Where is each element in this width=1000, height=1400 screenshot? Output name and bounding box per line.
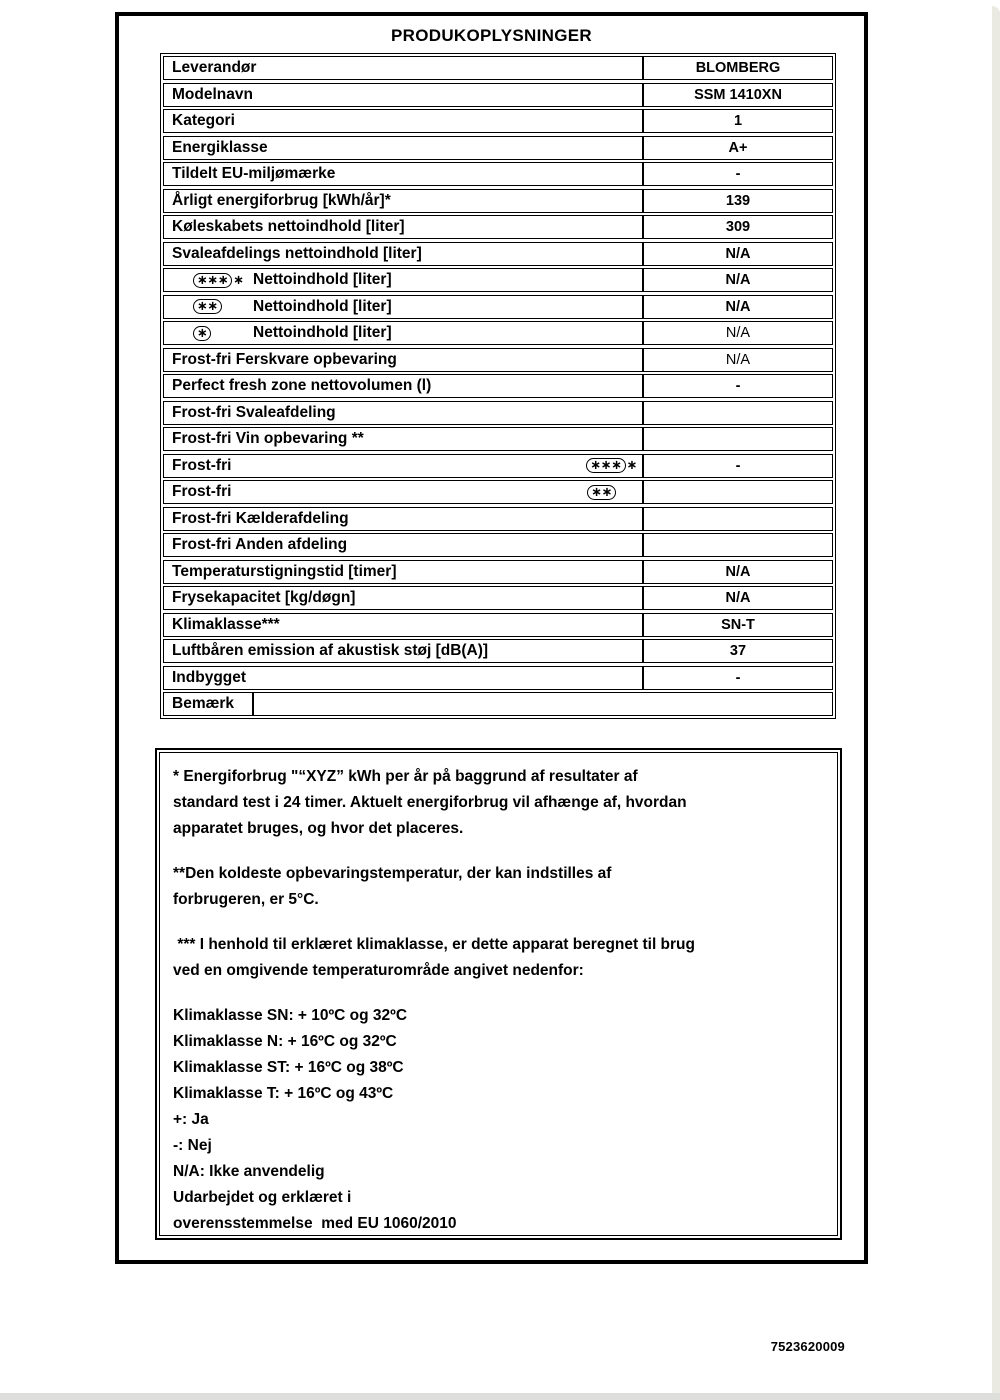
table-row bbox=[163, 613, 833, 637]
note-line: apparatet bruges, og hvor det placeres. bbox=[173, 820, 464, 837]
spec-label: Frost-fri bbox=[172, 456, 232, 474]
spec-label-cell bbox=[164, 667, 642, 689]
note-line: Klimaklasse SN: + 10ºC og 32ºC bbox=[173, 1007, 408, 1024]
note-line: forbrugeren, er 5°C. bbox=[173, 891, 319, 908]
spec-label-cell bbox=[164, 375, 642, 397]
spec-label-cell bbox=[164, 561, 642, 583]
star-symbol-slot bbox=[193, 326, 248, 341]
page-edge-right bbox=[992, 6, 1000, 1400]
spec-value: SN-T bbox=[642, 614, 832, 636]
table-row bbox=[163, 454, 833, 478]
star-glyph: ∗ bbox=[207, 299, 218, 314]
spec-label: Kategori bbox=[172, 112, 235, 129]
spec-value: - bbox=[642, 163, 832, 185]
star-glyph: ∗ bbox=[590, 458, 601, 473]
table-row bbox=[163, 189, 833, 213]
spec-label: Leverandør bbox=[172, 59, 257, 76]
spec-label-cell bbox=[164, 614, 642, 636]
table-row bbox=[163, 560, 833, 584]
spec-label: Nettoindhold [liter] bbox=[253, 324, 392, 341]
note-line: overensstemmelse med EU 1060/2010 bbox=[173, 1215, 457, 1232]
table-row bbox=[163, 586, 833, 610]
table-row bbox=[163, 56, 833, 80]
spec-label: Modelnavn bbox=[172, 85, 253, 103]
note-line bbox=[173, 842, 825, 861]
table-row bbox=[163, 639, 833, 663]
note-line: -: Nej bbox=[173, 1137, 212, 1154]
spec-value: A+ bbox=[642, 137, 832, 159]
product-info-sheet bbox=[115, 12, 868, 1264]
note-line: +: Ja bbox=[173, 1111, 209, 1128]
star-box bbox=[193, 326, 211, 341]
star-glyph: ∗ bbox=[207, 272, 218, 288]
freezer-star-rating-icon bbox=[587, 485, 616, 500]
spec-label: Energiklasse bbox=[172, 138, 268, 156]
spec-value bbox=[642, 481, 832, 503]
freezer-star-rating-icon bbox=[193, 299, 222, 314]
star-glyph: ∗ bbox=[591, 484, 602, 500]
spec-value: - bbox=[642, 375, 832, 397]
spec-label-cell bbox=[164, 349, 642, 371]
note-line: *** I henhold til erklæret klimaklasse, er dette apparat beregnet til brug bbox=[173, 936, 695, 953]
spec-label: Perfect fresh zone nettovolumen (l) bbox=[172, 377, 432, 394]
spec-label: Luftbåren emission af akustisk støj [dB(A)] bbox=[172, 642, 489, 659]
table-row bbox=[163, 374, 833, 398]
spec-value: 309 bbox=[642, 216, 832, 238]
spec-label-cell bbox=[164, 402, 642, 424]
spec-label: Frost-fri Svaleafdeling bbox=[172, 403, 336, 421]
spec-label-cell bbox=[164, 163, 642, 185]
page-edge-bottom bbox=[0, 1393, 1000, 1400]
spec-label-cell bbox=[164, 455, 642, 477]
table-row bbox=[163, 401, 833, 425]
star-box bbox=[193, 273, 232, 288]
spec-value: N/A bbox=[642, 587, 832, 609]
spec-value: - bbox=[642, 667, 832, 689]
spec-label: Indbygget bbox=[172, 668, 247, 686]
spec-value bbox=[642, 508, 832, 530]
spec-label: Frost-fri Kælderafdeling bbox=[172, 509, 349, 527]
star-symbol-slot bbox=[193, 273, 248, 288]
spec-value: N/A bbox=[642, 349, 832, 371]
spec-label: Årligt energiforbrug [kWh/år]* bbox=[172, 191, 391, 209]
spec-value: N/A bbox=[642, 322, 832, 344]
table-row bbox=[163, 507, 833, 531]
table-row bbox=[163, 109, 833, 133]
star-glyph: ∗ bbox=[217, 272, 229, 288]
note-line: standard test i 24 timer. Aktuelt energiforbrug vil afhænge af, hvordan bbox=[173, 794, 687, 811]
spec-label: Temperaturstigningstid [timer] bbox=[172, 562, 397, 580]
star-glyph: ∗ bbox=[197, 325, 208, 341]
table-row bbox=[163, 427, 833, 451]
spec-value bbox=[642, 402, 832, 424]
table-row bbox=[163, 215, 833, 239]
spec-label-cell bbox=[164, 428, 642, 450]
notes-box bbox=[155, 748, 842, 1240]
spec-value: N/A bbox=[642, 296, 832, 318]
table-row-remark bbox=[163, 692, 833, 716]
table-row bbox=[163, 162, 833, 186]
spec-label-cell bbox=[164, 190, 642, 212]
spec-value bbox=[642, 428, 832, 450]
spec-label-cell bbox=[164, 137, 642, 159]
freezer-star-rating-icon bbox=[193, 273, 244, 288]
spec-label-cell bbox=[164, 216, 642, 238]
star-glyph: ∗ bbox=[626, 458, 637, 473]
freezer-star-rating-icon bbox=[193, 326, 211, 341]
note-line: N/A: Ikke anvendelig bbox=[173, 1163, 325, 1180]
spec-table bbox=[160, 53, 836, 719]
table-row bbox=[163, 83, 833, 107]
spec-value: N/A bbox=[642, 243, 832, 265]
spec-label-cell bbox=[164, 481, 642, 503]
star-box bbox=[587, 485, 616, 500]
table-row bbox=[163, 321, 833, 345]
note-line: Klimaklasse ST: + 16ºC og 38ºC bbox=[173, 1059, 404, 1076]
notes-text bbox=[159, 752, 838, 1236]
star-box bbox=[193, 299, 222, 314]
spec-label-cell bbox=[164, 587, 642, 609]
spec-label-cell bbox=[164, 110, 642, 132]
spec-value: 1 bbox=[642, 110, 832, 132]
spec-label: Frost-fri Vin opbevaring ** bbox=[172, 430, 364, 447]
spec-label-cell bbox=[164, 57, 642, 79]
page-title: PRODUKOPLYSNINGER bbox=[391, 26, 592, 45]
note-line bbox=[173, 984, 825, 1003]
spec-label-cell bbox=[164, 243, 642, 265]
note-line: **Den koldeste opbevaringstemperatur, der kan indstilles af bbox=[173, 865, 612, 882]
spec-label: Frysekapacitet [kg/døgn] bbox=[172, 589, 356, 606]
spec-label: Køleskabets nettoindhold [liter] bbox=[172, 218, 405, 235]
spec-value: 139 bbox=[642, 190, 832, 212]
star-glyph: ∗ bbox=[600, 458, 612, 473]
spec-label-cell bbox=[164, 508, 642, 530]
table-row bbox=[163, 268, 833, 292]
star-glyph: ∗ bbox=[233, 272, 244, 288]
note-line: Klimaklasse T: + 16ºC og 43ºC bbox=[173, 1085, 394, 1102]
star-glyph: ∗ bbox=[601, 484, 612, 500]
star-box bbox=[586, 458, 625, 473]
note-line bbox=[173, 913, 825, 932]
spec-value: 37 bbox=[642, 640, 832, 662]
spec-label-cell bbox=[164, 84, 642, 106]
spec-label: Frost-fri Ferskvare opbevaring bbox=[172, 350, 397, 368]
spec-label: Nettoindhold [liter] bbox=[253, 271, 392, 288]
spec-value: SSM 1410XN bbox=[642, 84, 832, 106]
freezer-star-rating-icon bbox=[586, 458, 637, 473]
note-line: * Energiforbrug "“XYZ” kWh per år på baggrund af resultater af bbox=[173, 768, 638, 785]
table-row bbox=[163, 242, 833, 266]
spec-label-cell bbox=[164, 640, 642, 662]
spec-label-cell bbox=[164, 296, 642, 318]
spec-label-cell bbox=[164, 269, 642, 291]
table-row bbox=[163, 666, 833, 690]
note-line: Klimaklasse N: + 16ºC og 32ºC bbox=[173, 1033, 397, 1050]
table-row bbox=[163, 348, 833, 372]
remark-label: Bemærk bbox=[164, 693, 254, 715]
spec-label: Tildelt EU-miljømærke bbox=[172, 165, 336, 182]
spec-label: Nettoindhold [liter] bbox=[253, 297, 392, 315]
star-glyph: ∗ bbox=[611, 458, 622, 473]
spec-label: Klimaklasse*** bbox=[172, 615, 280, 633]
star-symbol-slot bbox=[193, 299, 248, 314]
spec-value bbox=[642, 534, 832, 556]
table-row bbox=[163, 136, 833, 160]
spec-label: Frost-fri Anden afdeling bbox=[172, 536, 348, 553]
star-glyph: ∗ bbox=[197, 272, 208, 288]
table-row bbox=[163, 533, 833, 557]
star-glyph: ∗ bbox=[197, 299, 208, 314]
spec-label-cell bbox=[164, 534, 642, 556]
spec-value: BLOMBERG bbox=[642, 57, 832, 79]
spec-label: Frost-fri bbox=[172, 483, 232, 500]
remark-empty-field bbox=[254, 693, 832, 715]
table-row bbox=[163, 295, 833, 319]
spec-value: - bbox=[642, 455, 832, 477]
spec-value: N/A bbox=[642, 269, 832, 291]
spec-value: N/A bbox=[642, 561, 832, 583]
note-line: ved en omgivende temperaturområde angivet nedenfor: bbox=[173, 962, 584, 979]
note-line: Udarbejdet og erklæret i bbox=[173, 1189, 352, 1206]
spec-label-cell bbox=[164, 322, 642, 344]
document-code: 7523620009 bbox=[770, 1339, 845, 1354]
spec-label: Svaleafdelings nettoindhold [liter] bbox=[172, 244, 422, 262]
table-row bbox=[163, 480, 833, 504]
